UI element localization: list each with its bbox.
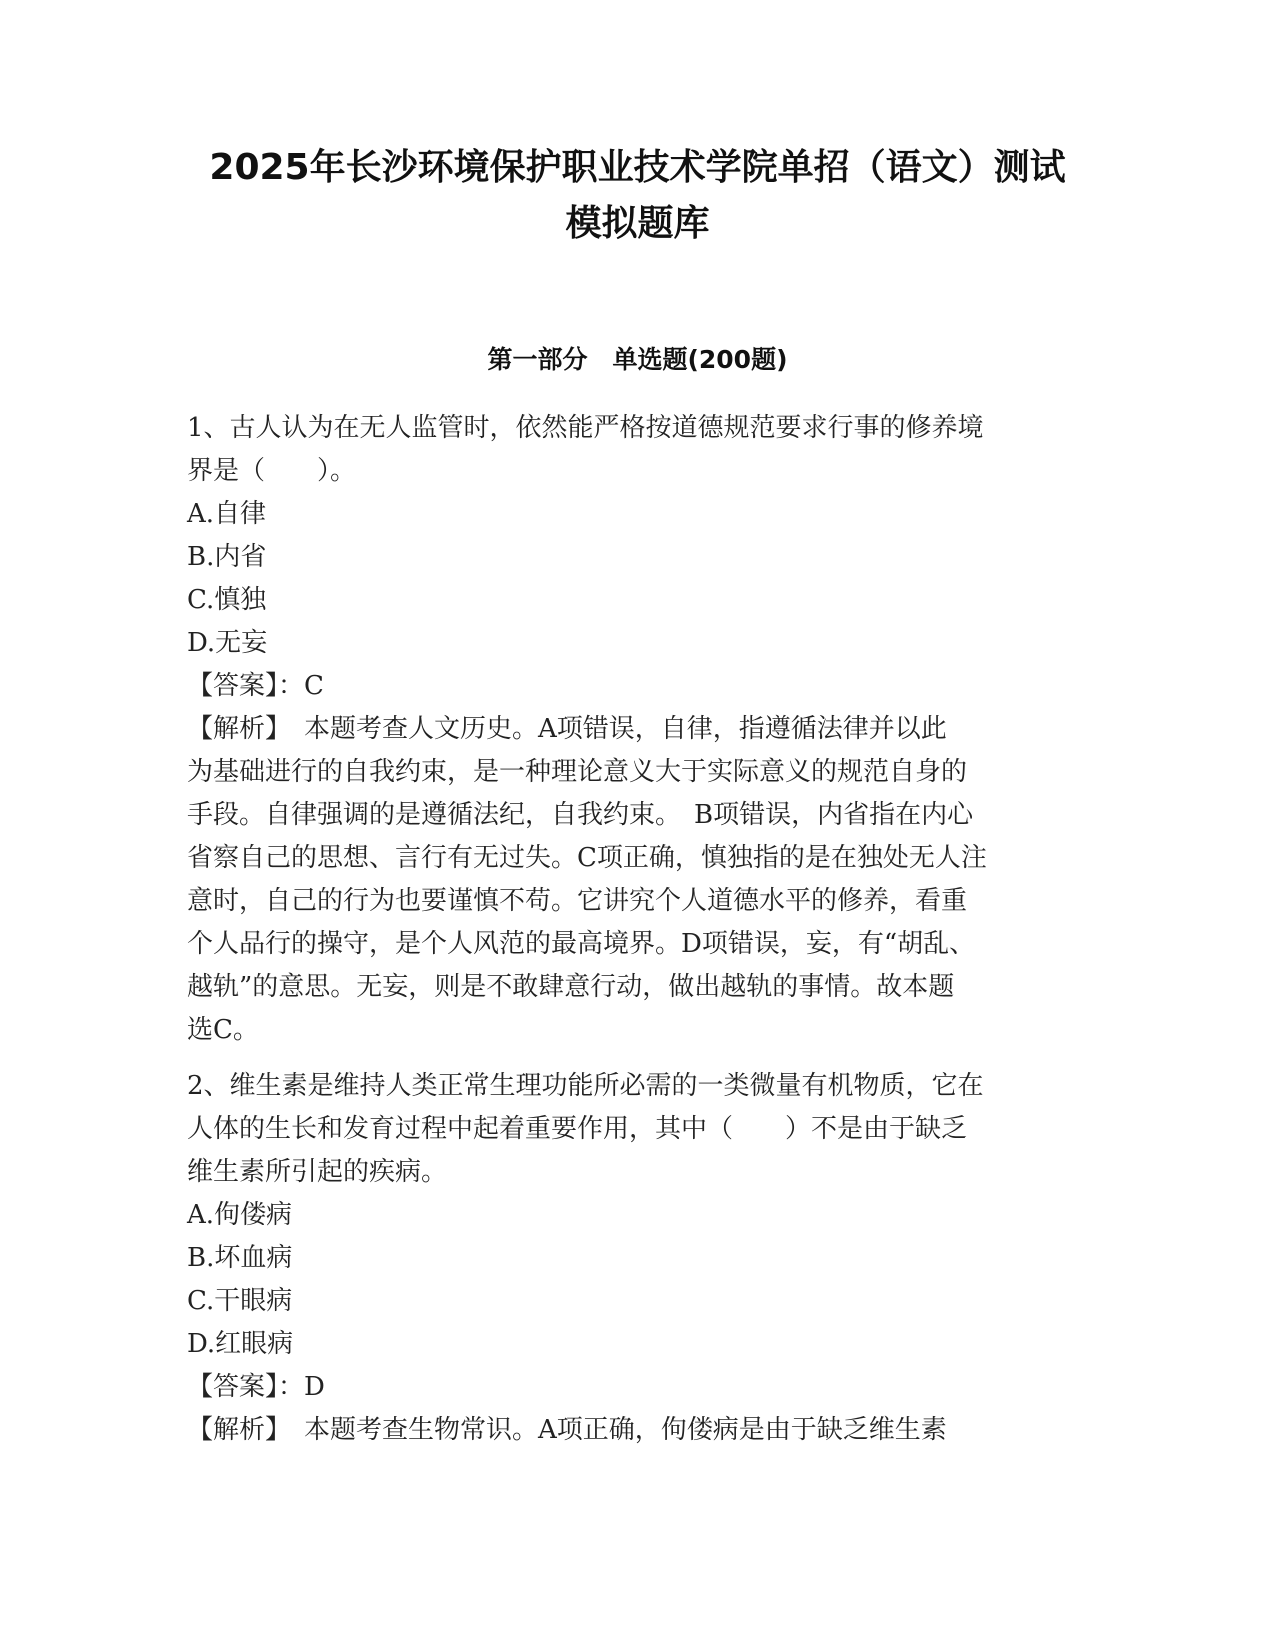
- question-stem: [187, 407, 1087, 493]
- option-c: C.干眼病: [187, 1286, 293, 1316]
- stem-line: 界是（ ）。: [187, 456, 357, 486]
- option-a: A.佝偻病: [187, 1200, 293, 1230]
- analysis-line: 省察自己的思想、言行有无过失。C项正确，慎独指的是在独处无人注: [187, 843, 987, 873]
- analysis-line: 个人品行的操守，是个人风范的最高境界。D项错误，妄，有“胡乱、: [187, 929, 976, 959]
- question-list: [187, 407, 1087, 1452]
- stem-line: 人体的生长和发育过程中起着重要作用，其中（ ）不是由于缺乏: [187, 1114, 968, 1144]
- analysis-line: 意时，自己的行为也要谨慎不苟。它讲究个人道德水平的修养，看重: [187, 886, 968, 916]
- analysis-line: 选C。: [187, 1015, 259, 1045]
- analysis-line: 越轨”的意思。无妄，则是不敢肆意行动，做出越轨的事情。故本题: [187, 972, 955, 1002]
- option-b: B.坏血病: [187, 1243, 293, 1273]
- option-d: D.红眼病: [187, 1329, 294, 1359]
- option-a: A.自律: [187, 499, 267, 529]
- analysis-line: 【解析】 本题考查生物常识。A项正确，佝偻病是由于缺乏维生素: [187, 1415, 947, 1445]
- answer: 【答案】：C: [187, 671, 324, 701]
- title-line: 模拟题库: [565, 203, 710, 244]
- section-heading: 第一部分 单选题(200题): [487, 345, 788, 374]
- analysis-line: 为基础进行的自我约束，是一种理论意义大于实际意义的规范自身的: [187, 757, 968, 787]
- option-d: D.无妄: [187, 628, 268, 658]
- stem-line: 2、维生素是维持人类正常生理功能所必需的一类微量有机物质，它在: [187, 1071, 984, 1101]
- option-list: [187, 493, 1087, 665]
- option-b: B.内省: [187, 542, 267, 572]
- question-item: [187, 407, 1087, 1052]
- stem-line: 1、古人认为在无人监管时，依然能严格按道德规范要求行事的修养境: [187, 413, 984, 443]
- analysis-line: 【解析】 本题考查人文历史。A项错误，自律，指遵循法律并以此: [187, 714, 947, 744]
- analysis: [187, 1409, 1087, 1452]
- question-item: [187, 1065, 1087, 1452]
- stem-line: 维生素所引起的疾病。: [187, 1157, 448, 1187]
- analysis: [187, 708, 1087, 1052]
- answer: 【答案】：D: [187, 1372, 325, 1402]
- analysis-line: 手段。自律强调的是遵循法纪，自我约束。 B项错误，内省指在内心: [187, 800, 974, 830]
- option-c: C.慎独: [187, 585, 267, 615]
- option-list: [187, 1194, 1087, 1366]
- question-stem: [187, 1065, 1087, 1194]
- document-title: [150, 140, 1125, 252]
- title-line: 2025年长沙环境保护职业技术学院单招（语文）测试: [209, 147, 1066, 188]
